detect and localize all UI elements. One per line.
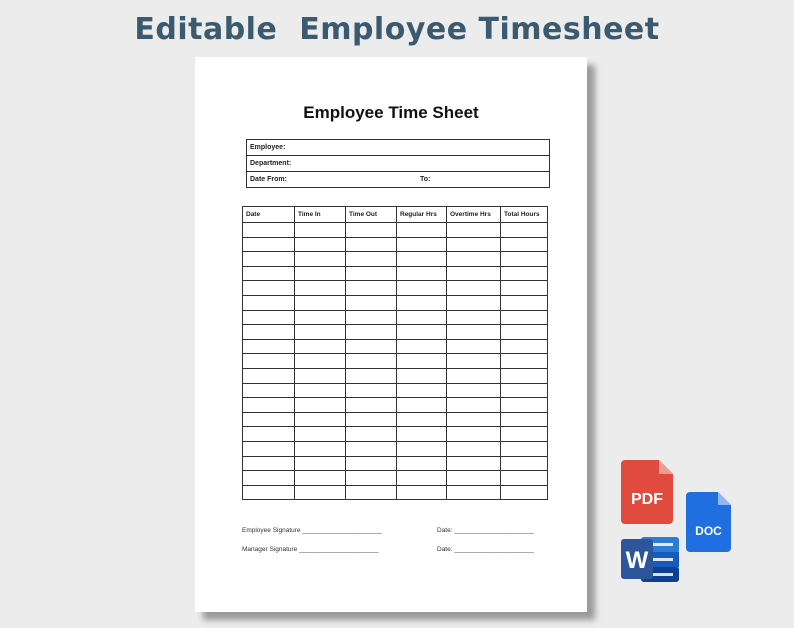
table-cell[interactable] (346, 485, 397, 500)
table-cell[interactable] (243, 281, 295, 296)
table-cell[interactable] (397, 368, 447, 383)
table-cell[interactable] (243, 354, 295, 369)
document-title: Employee Time Sheet (303, 103, 479, 122)
table-cell[interactable] (243, 441, 295, 456)
table-cell[interactable] (501, 237, 548, 252)
table-cell[interactable] (447, 354, 501, 369)
table-cell[interactable] (501, 398, 548, 413)
table-cell[interactable] (295, 485, 346, 500)
table-cell[interactable] (397, 398, 447, 413)
table-row (243, 398, 548, 413)
table-cell[interactable] (447, 383, 501, 398)
table-cell[interactable] (295, 339, 346, 354)
table-cell[interactable] (243, 456, 295, 471)
table-cell[interactable] (295, 398, 346, 413)
table-cell[interactable] (447, 441, 501, 456)
table-cell[interactable] (295, 237, 346, 252)
table-cell[interactable] (501, 266, 548, 281)
table-cell[interactable] (346, 354, 397, 369)
pdf-label: PDF (631, 491, 663, 508)
table-cell[interactable] (295, 441, 346, 456)
word-file-icon (621, 534, 679, 584)
table-cell[interactable] (447, 412, 501, 427)
table-row (243, 252, 548, 267)
table-cell[interactable] (447, 398, 501, 413)
date-from-label: Date From: (250, 176, 287, 183)
table-cell[interactable] (397, 281, 447, 296)
table-body (243, 223, 548, 500)
table-cell[interactable] (346, 310, 397, 325)
table-row (243, 485, 548, 500)
table-cell[interactable] (397, 266, 447, 281)
table-cell[interactable] (501, 339, 548, 354)
table-cell[interactable] (447, 281, 501, 296)
table-cell[interactable] (397, 237, 447, 252)
table-cell[interactable] (447, 252, 501, 267)
table-cell[interactable] (243, 339, 295, 354)
table-row (243, 427, 548, 442)
table-cell[interactable] (295, 471, 346, 486)
table-cell[interactable] (243, 266, 295, 281)
table-cell[interactable] (501, 223, 548, 238)
manager-signature-line (242, 546, 542, 553)
table-cell[interactable] (243, 368, 295, 383)
table-cell[interactable] (346, 266, 397, 281)
doc-file-icon (686, 492, 731, 552)
header-overtime-hrs: Overtime Hrs (447, 207, 501, 223)
table-cell[interactable] (346, 295, 397, 310)
table-cell[interactable] (447, 266, 501, 281)
table-cell[interactable] (346, 252, 397, 267)
table-cell[interactable] (243, 471, 295, 486)
table-cell[interactable] (447, 456, 501, 471)
table-cell[interactable] (243, 223, 295, 238)
table-cell[interactable] (501, 295, 548, 310)
manager-signature-field[interactable]: Manager Signature ______________________ (242, 546, 379, 553)
header-time-out: Time Out (346, 207, 397, 223)
table-cell[interactable] (501, 441, 548, 456)
table-cell[interactable] (501, 354, 548, 369)
date-range-row[interactable] (247, 172, 549, 187)
table-cell[interactable] (397, 339, 447, 354)
word-label: W (625, 547, 649, 574)
table-cell[interactable] (295, 310, 346, 325)
timesheet-page (195, 57, 587, 612)
table-cell[interactable] (397, 485, 447, 500)
department-row[interactable] (247, 156, 549, 172)
department-label: Department: (250, 160, 292, 167)
employee-signature-field[interactable]: Employee Signature ______________________ (242, 527, 382, 534)
header-regular-hrs: Regular Hrs (397, 207, 447, 223)
employee-label: Employee: (250, 144, 286, 151)
pdf-file-icon (621, 460, 673, 524)
table-cell[interactable] (243, 310, 295, 325)
table-cell[interactable] (501, 252, 548, 267)
table-cell[interactable] (243, 325, 295, 340)
table-header-row (243, 207, 548, 223)
table-cell[interactable] (501, 471, 548, 486)
table-cell[interactable] (295, 252, 346, 267)
table-cell[interactable] (397, 471, 447, 486)
table-cell[interactable] (447, 471, 501, 486)
table-cell[interactable] (295, 223, 346, 238)
employee-signature-line (242, 527, 542, 534)
table-cell[interactable] (346, 441, 397, 456)
table-cell[interactable] (346, 325, 397, 340)
table-cell[interactable] (243, 383, 295, 398)
table-cell[interactable] (397, 456, 447, 471)
table-cell[interactable] (295, 354, 346, 369)
table-row (243, 266, 548, 281)
table-cell[interactable] (346, 223, 397, 238)
table-cell[interactable] (243, 252, 295, 267)
table-row (243, 339, 548, 354)
table-cell[interactable] (243, 412, 295, 427)
table-cell[interactable] (501, 368, 548, 383)
table-row (243, 281, 548, 296)
table-cell[interactable] (295, 368, 346, 383)
table-cell[interactable] (295, 427, 346, 442)
table-cell[interactable] (295, 281, 346, 296)
table-cell[interactable] (447, 310, 501, 325)
table-row (243, 310, 548, 325)
table-cell[interactable] (346, 427, 397, 442)
table-cell[interactable] (447, 223, 501, 238)
table-cell[interactable] (295, 456, 346, 471)
table-cell[interactable] (295, 383, 346, 398)
table-cell[interactable] (447, 485, 501, 500)
table-cell[interactable] (346, 237, 397, 252)
table-cell[interactable] (295, 412, 346, 427)
table-cell[interactable] (501, 412, 548, 427)
table-cell[interactable] (501, 281, 548, 296)
table-row (243, 456, 548, 471)
doc-label: DOC (695, 524, 722, 538)
table-cell[interactable] (346, 456, 397, 471)
header-time-in: Time In (295, 207, 346, 223)
table-cell[interactable] (501, 325, 548, 340)
table-cell[interactable] (501, 427, 548, 442)
table-row (243, 354, 548, 369)
table-cell[interactable] (346, 339, 397, 354)
table-row (243, 383, 548, 398)
table-row (243, 441, 548, 456)
table-row (243, 412, 548, 427)
table-cell[interactable] (501, 310, 548, 325)
header-total-hours: Total Hours (501, 207, 548, 223)
table-cell[interactable] (397, 310, 447, 325)
table-cell[interactable] (447, 237, 501, 252)
table-row (243, 325, 548, 340)
timesheet-table (242, 206, 548, 500)
table-cell[interactable] (243, 485, 295, 500)
table-cell[interactable] (397, 427, 447, 442)
table-cell[interactable] (397, 223, 447, 238)
table-row (243, 237, 548, 252)
table-cell[interactable] (346, 281, 397, 296)
table-cell[interactable] (397, 325, 447, 340)
table-cell[interactable] (397, 252, 447, 267)
table-cell[interactable] (243, 398, 295, 413)
employee-date-field[interactable]: Date: ______________________ (437, 527, 534, 534)
table-cell[interactable] (397, 354, 447, 369)
table-cell[interactable] (243, 237, 295, 252)
table-cell[interactable] (397, 383, 447, 398)
table-row (243, 295, 548, 310)
employee-row[interactable] (247, 140, 549, 156)
employee-info-box (246, 139, 550, 188)
table-cell[interactable] (346, 471, 397, 486)
table-cell[interactable] (243, 427, 295, 442)
table-row (243, 471, 548, 486)
table-cell[interactable] (447, 427, 501, 442)
manager-date-field[interactable]: Date: ______________________ (437, 546, 534, 553)
table-cell[interactable] (447, 339, 501, 354)
table-cell[interactable] (397, 295, 447, 310)
table-cell[interactable] (295, 325, 346, 340)
to-label: To: (420, 176, 431, 183)
table-cell[interactable] (295, 266, 346, 281)
table-cell[interactable] (346, 412, 397, 427)
table-cell[interactable] (447, 295, 501, 310)
table-cell[interactable] (501, 485, 548, 500)
table-cell[interactable] (243, 295, 295, 310)
table-cell[interactable] (295, 295, 346, 310)
table-row (243, 223, 548, 238)
table-cell[interactable] (501, 456, 548, 471)
table-cell[interactable] (346, 398, 397, 413)
table-cell[interactable] (397, 441, 447, 456)
table-cell[interactable] (397, 412, 447, 427)
table-cell[interactable] (346, 383, 397, 398)
table-cell[interactable] (447, 368, 501, 383)
header-date: Date (243, 207, 295, 223)
table-cell[interactable] (346, 368, 397, 383)
table-cell[interactable] (501, 383, 548, 398)
table-row (243, 368, 548, 383)
banner-title: Editable Employee Timesheet (134, 12, 660, 47)
table-cell[interactable] (447, 325, 501, 340)
